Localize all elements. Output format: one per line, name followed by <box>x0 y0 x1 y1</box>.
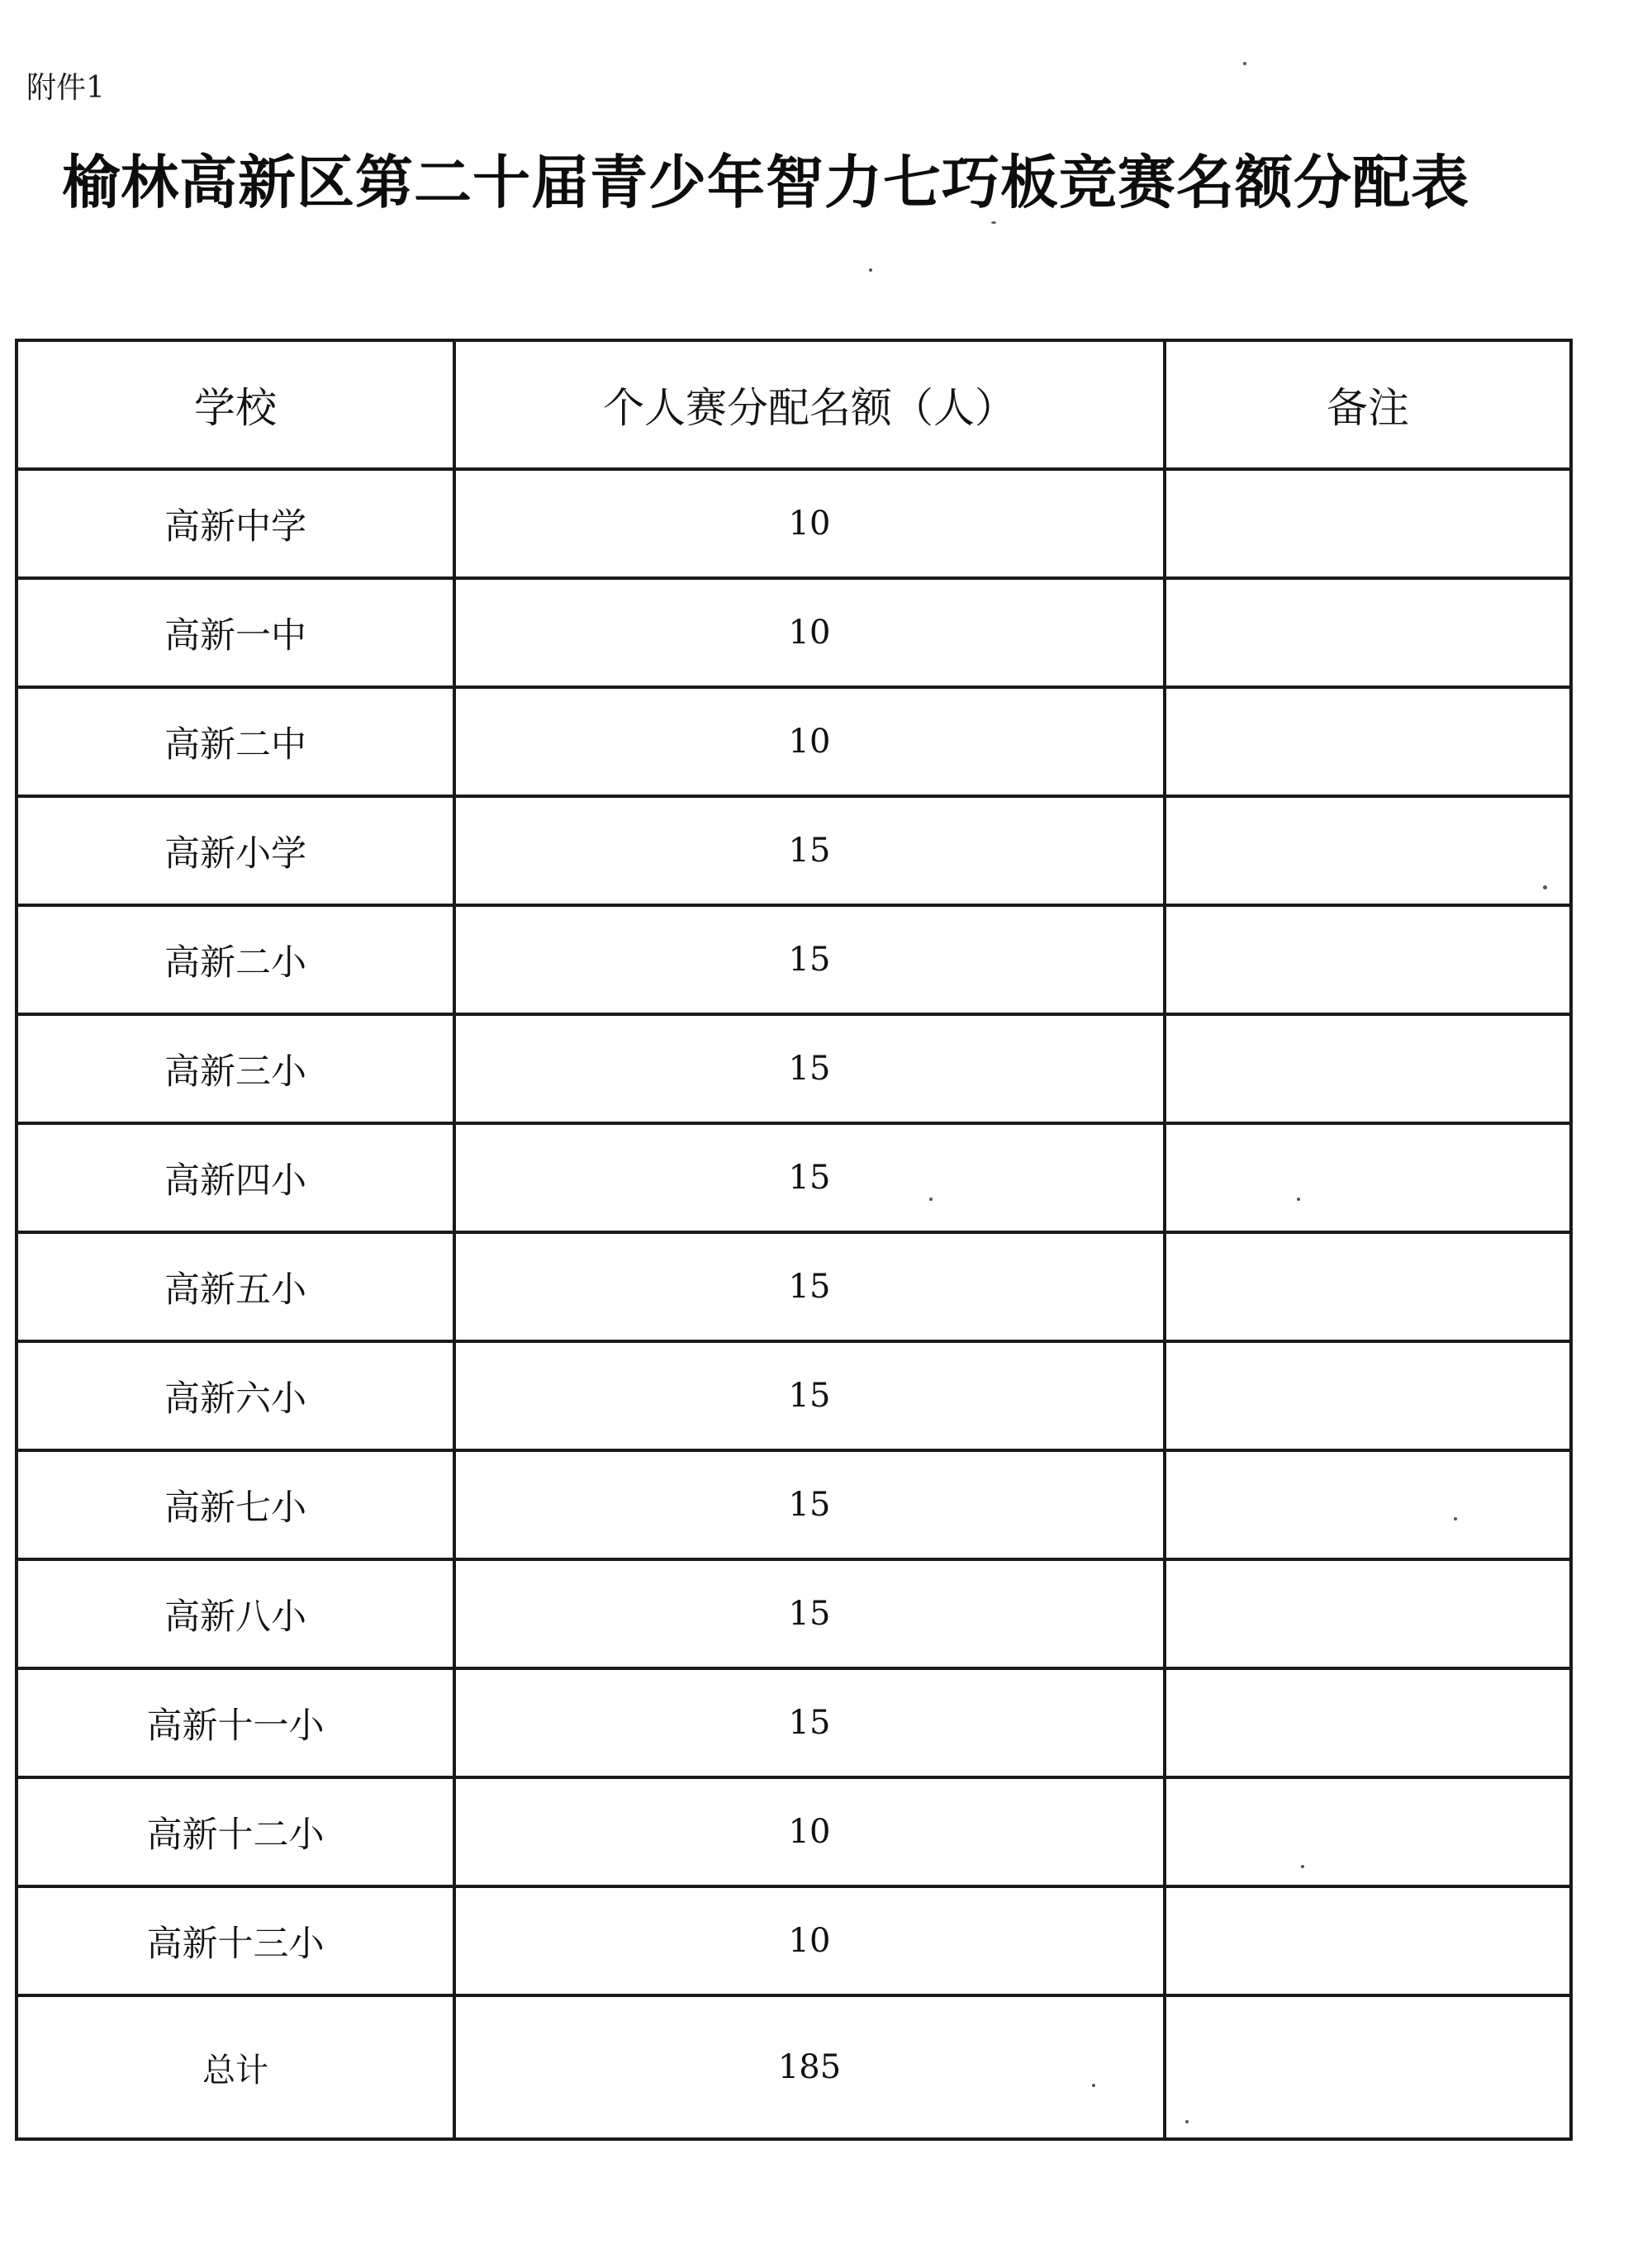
total-quota: 185 <box>454 1995 1165 2139</box>
total-row <box>17 1995 1571 2139</box>
note-cell <box>1165 1777 1571 1886</box>
table-row <box>17 578 1571 687</box>
school-cell: 高新二中 <box>17 687 454 796</box>
school-cell: 高新五小 <box>17 1232 454 1341</box>
header-school: 学校 <box>17 340 454 469</box>
table-row <box>17 1886 1571 1995</box>
total-note <box>1165 1995 1571 2139</box>
note-cell <box>1165 905 1571 1014</box>
quota-cell: 15 <box>454 1232 1165 1341</box>
quota-allocation-table <box>15 339 1573 2141</box>
school-cell: 高新四小 <box>17 1123 454 1232</box>
document-title: 榆林高新区第二十届青少年智力七巧板竞赛名额分配表 <box>62 149 1469 216</box>
scan-speck <box>869 268 872 272</box>
note-cell <box>1165 1232 1571 1341</box>
scan-speck <box>1092 2084 1095 2087</box>
school-cell: 高新十一小 <box>17 1668 454 1777</box>
quota-cell: 10 <box>454 469 1165 578</box>
scan-speck <box>991 221 996 224</box>
quota-cell: 15 <box>454 1014 1165 1123</box>
school-cell: 高新六小 <box>17 1341 454 1450</box>
scan-speck <box>1301 1865 1304 1868</box>
table-row <box>17 469 1571 578</box>
note-cell <box>1165 1450 1571 1559</box>
note-cell <box>1165 1341 1571 1450</box>
school-cell: 高新八小 <box>17 1559 454 1668</box>
school-cell: 高新一中 <box>17 578 454 687</box>
scan-speck <box>929 1198 933 1201</box>
table-row <box>17 1668 1571 1777</box>
quota-cell: 15 <box>454 1450 1165 1559</box>
table-row <box>17 1123 1571 1232</box>
scan-speck <box>1185 2120 1189 2123</box>
quota-cell: 10 <box>454 687 1165 796</box>
header-quota: 个人赛分配名额（人） <box>454 340 1165 469</box>
school-cell: 高新十三小 <box>17 1886 454 1995</box>
table-row <box>17 1559 1571 1668</box>
total-label: 总计 <box>17 1995 454 2139</box>
quota-cell: 15 <box>454 1559 1165 1668</box>
note-cell <box>1165 687 1571 796</box>
quota-cell: 10 <box>454 578 1165 687</box>
note-cell <box>1165 1014 1571 1123</box>
school-cell: 高新三小 <box>17 1014 454 1123</box>
scan-speck <box>1454 1517 1457 1521</box>
quota-cell: 10 <box>454 1777 1165 1886</box>
table-row <box>17 1341 1571 1450</box>
attachment-label: 附件1 <box>26 71 105 105</box>
quota-cell: 15 <box>454 1123 1165 1232</box>
note-cell <box>1165 796 1571 905</box>
note-cell <box>1165 469 1571 578</box>
table-header-row <box>17 340 1571 469</box>
note-cell <box>1165 1559 1571 1668</box>
school-cell: 高新七小 <box>17 1450 454 1559</box>
quota-cell: 10 <box>454 1886 1165 1995</box>
scan-speck <box>1543 885 1547 890</box>
quota-cell: 15 <box>454 1341 1165 1450</box>
scan-speck <box>1243 62 1246 65</box>
quota-cell: 15 <box>454 905 1165 1014</box>
quota-cell: 15 <box>454 796 1165 905</box>
note-cell <box>1165 1668 1571 1777</box>
table-row <box>17 1014 1571 1123</box>
table-row <box>17 1450 1571 1559</box>
table-row <box>17 1232 1571 1341</box>
quota-cell: 15 <box>454 1668 1165 1777</box>
table-row <box>17 905 1571 1014</box>
note-cell <box>1165 578 1571 687</box>
scan-speck <box>1297 1198 1300 1201</box>
table-row <box>17 1777 1571 1886</box>
school-cell: 高新中学 <box>17 469 454 578</box>
table-row <box>17 796 1571 905</box>
header-note: 备注 <box>1165 340 1571 469</box>
note-cell <box>1165 1886 1571 1995</box>
school-cell: 高新小学 <box>17 796 454 905</box>
school-cell: 高新二小 <box>17 905 454 1014</box>
note-cell <box>1165 1123 1571 1232</box>
school-cell: 高新十二小 <box>17 1777 454 1886</box>
table-row <box>17 687 1571 796</box>
